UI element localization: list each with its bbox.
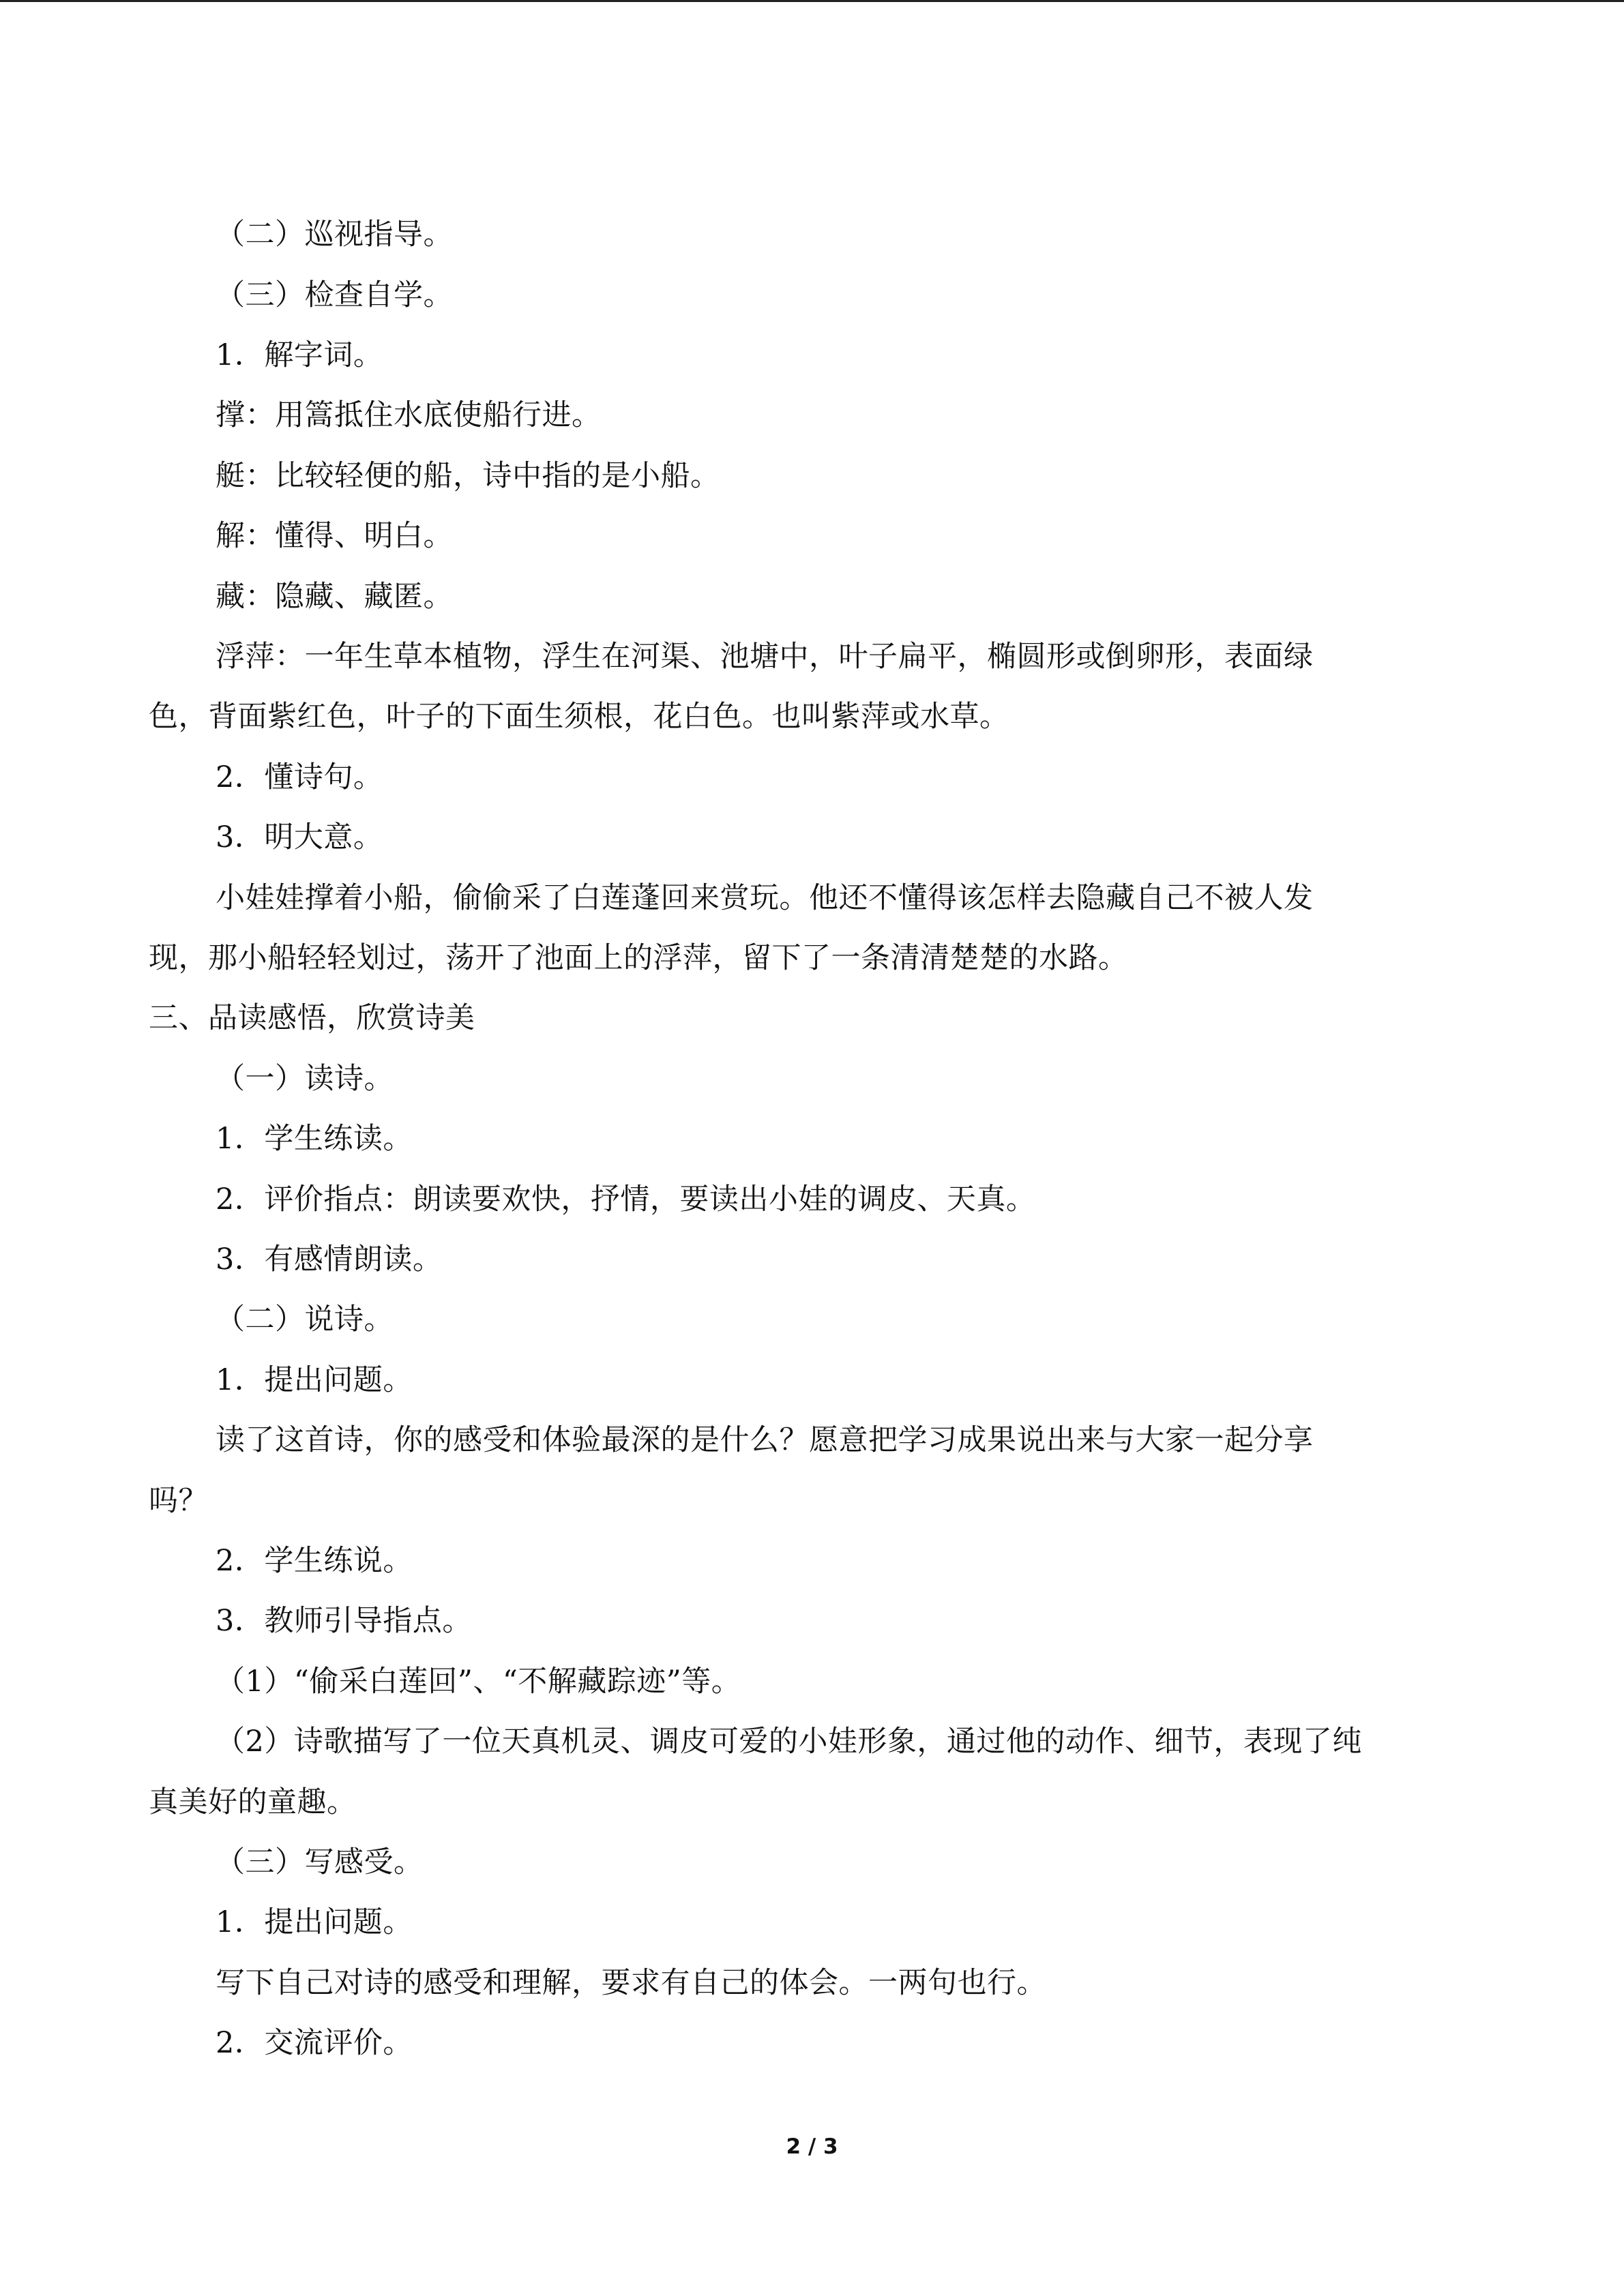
text-line: 2．学生练说。 bbox=[216, 1544, 413, 1578]
text-line: （1）“偷采白莲回”、“不解藏踪迹”等。 bbox=[216, 1665, 741, 1699]
text-line: 1．解字词。 bbox=[216, 338, 383, 372]
text-line: 艇：比较轻便的船，诗中指的是小船。 bbox=[216, 459, 720, 493]
text-line: 3．有感情朗读。 bbox=[216, 1242, 443, 1277]
text-line: （二）巡视指导。 bbox=[216, 218, 453, 252]
text-line: 色，背面紫红色，叶子的下面生须根，花白色。也叫紫萍或水草。 bbox=[149, 700, 1009, 734]
text-line: 小娃娃撑着小船，偷偷采了白莲蓬回来赏玩。他还不懂得该怎样去隐藏自己不被人发 bbox=[216, 881, 1314, 915]
text-line: 真美好的童趣。 bbox=[149, 1785, 357, 1819]
text-line: 藏：隐藏、藏匿。 bbox=[216, 580, 453, 614]
text-line: 1．学生练读。 bbox=[216, 1122, 413, 1156]
page-top-border bbox=[0, 0, 1624, 2]
text-line: 3．教师引导指点。 bbox=[216, 1604, 472, 1638]
text-line: 1．提出问题。 bbox=[216, 1363, 413, 1397]
text-line: 1．提出问题。 bbox=[216, 1905, 413, 1939]
text-line: 2．懂诗句。 bbox=[216, 760, 383, 794]
text-line: 解：懂得、明白。 bbox=[216, 519, 453, 553]
section-heading: 三、品读感悟，欣赏诗美 bbox=[149, 1001, 475, 1035]
page-number: 2 / 3 bbox=[786, 2134, 838, 2159]
text-line: （二）说诗。 bbox=[216, 1302, 394, 1337]
text-line: （一）读诗。 bbox=[216, 1062, 394, 1096]
text-line: 吗？ bbox=[149, 1484, 208, 1518]
text-line: （三）检查自学。 bbox=[216, 278, 453, 312]
text-line: 2．交流评价。 bbox=[216, 2026, 413, 2060]
text-line: 撑：用篙抵住水底使船行进。 bbox=[216, 398, 602, 432]
text-line: （2）诗歌描写了一位天真机灵、调皮可爱的小娃形象，通过他的动作、细节，表现了纯 bbox=[216, 1725, 1362, 1759]
text-line: 2．评价指点：朗读要欢快，抒情，要读出小娃的调皮、天真。 bbox=[216, 1182, 1036, 1217]
text-line: 现，那小船轻轻划过，荡开了池面上的浮萍，留下了一条清清楚楚的水路。 bbox=[149, 941, 1128, 975]
text-line: 3．明大意。 bbox=[216, 820, 383, 854]
text-line: 写下自己对诗的感受和理解，要求有自己的体会。一两句也行。 bbox=[216, 1966, 1046, 2000]
text-line: （三）写感受。 bbox=[216, 1845, 424, 1879]
text-line: 浮萍：一年生草本植物，浮生在河渠、池塘中，叶子扁平，椭圆形或倒卵形，表面绿 bbox=[216, 640, 1314, 674]
text-line: 读了这首诗，你的感受和体验最深的是什么？愿意把学习成果说出来与大家一起分享 bbox=[216, 1423, 1314, 1457]
